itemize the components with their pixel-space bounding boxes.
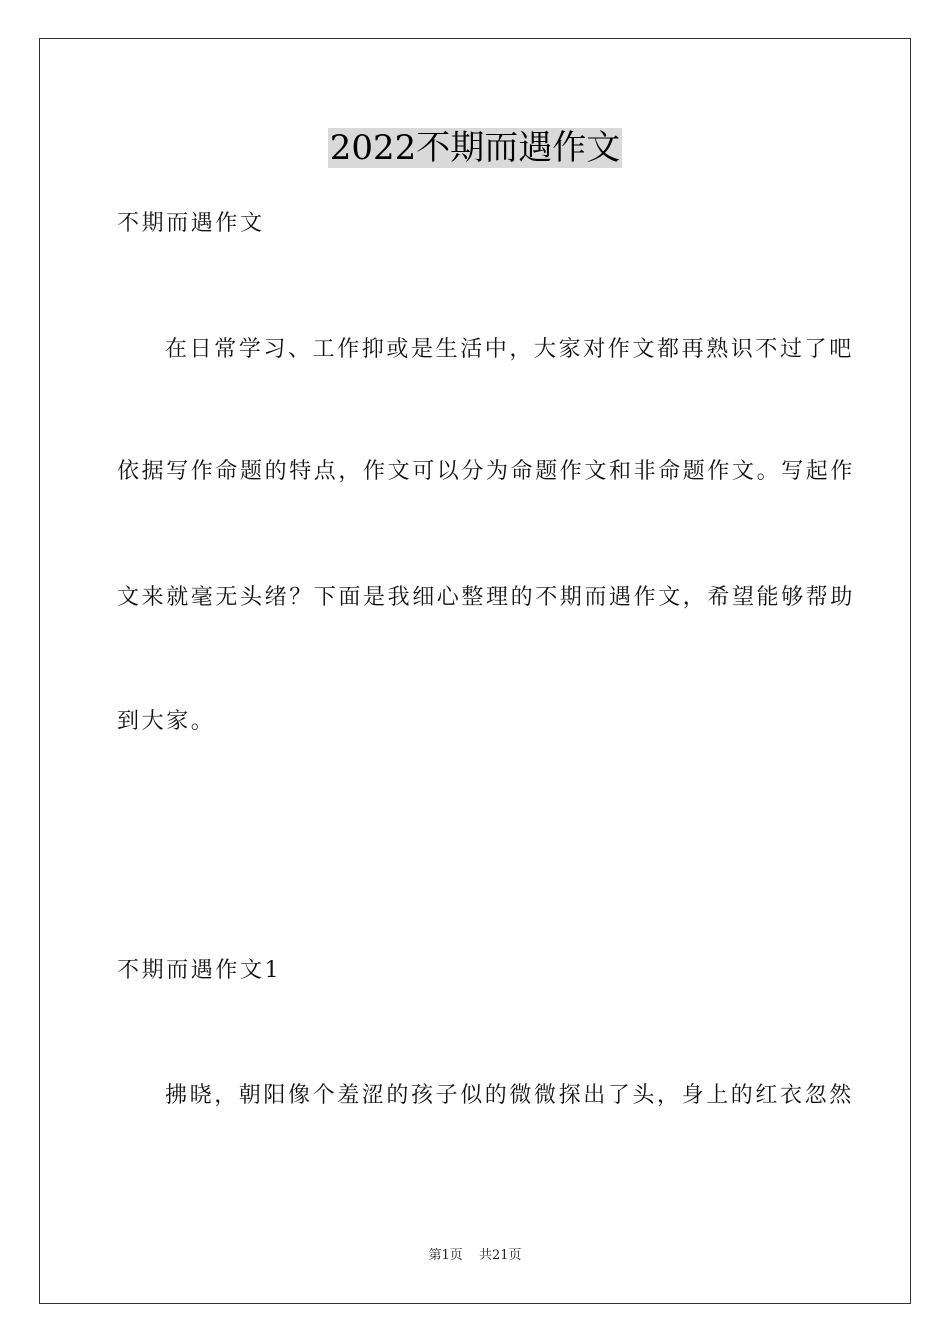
section-heading: 不期而遇作文1 xyxy=(117,958,282,983)
paragraph-line: 拂晓，朝阳像个羞涩的孩子似的微微探出了头，身上的红衣忽然 xyxy=(165,1083,854,1108)
paragraph-line: 到大家。 xyxy=(117,709,216,734)
document-title: 2022不期而遇作文 xyxy=(329,128,621,168)
paragraph-line: 文来就毫无头绪？下面是我细心整理的不期而遇作文，希望能够帮助 xyxy=(117,585,856,610)
paragraph-line: 依据写作命题的特点，作文可以分为命题作文和非命题作文。写起作 xyxy=(117,459,856,484)
page-footer xyxy=(0,1247,950,1265)
paragraph-line: 在日常学习、工作抑或是生活中，大家对作文都再熟识不过了吧 xyxy=(165,337,854,362)
page-total: 共21页 xyxy=(478,1248,522,1263)
title-container xyxy=(0,128,950,168)
page-number: 第1页 xyxy=(428,1248,463,1263)
section-heading: 不期而遇作文 xyxy=(117,211,265,236)
